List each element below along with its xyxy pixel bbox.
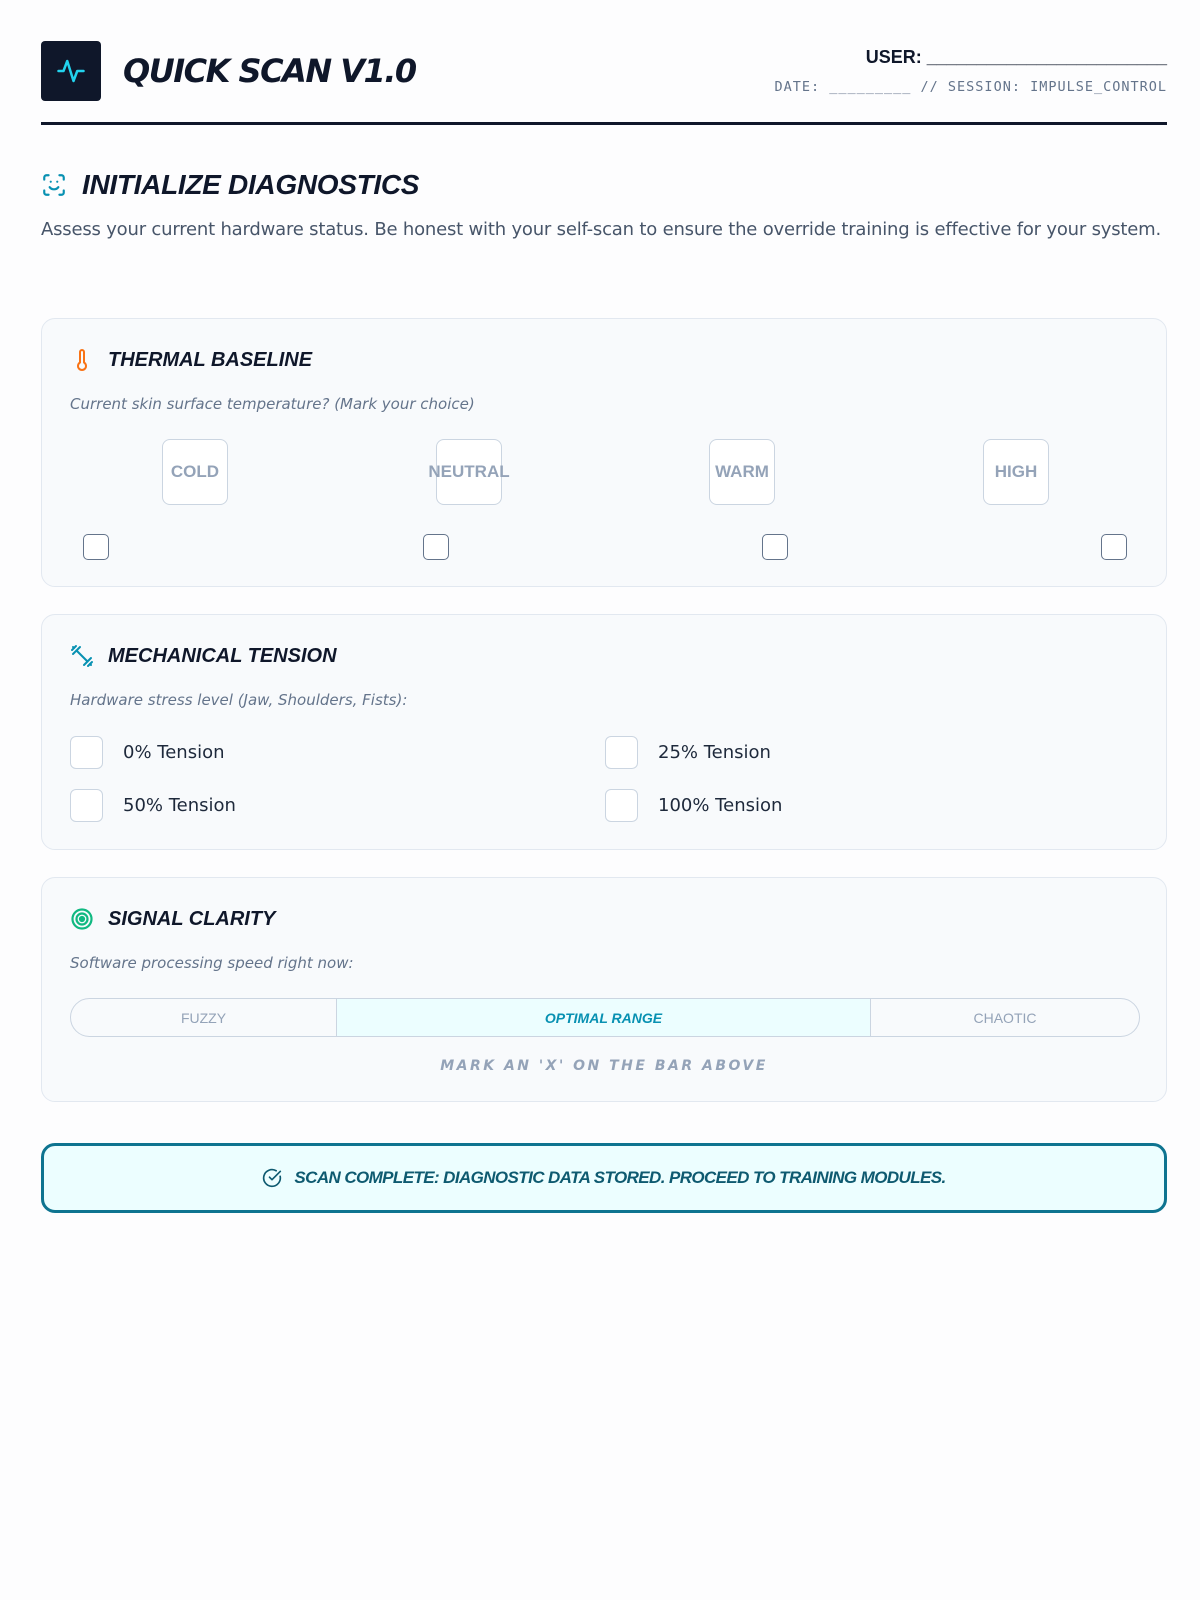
intro-title: INITIALIZE DIAGNOSTICS bbox=[82, 169, 420, 200]
scan-complete-message: SCAN COMPLETE: DIAGNOSTIC DATA STORED. PROCEED TO TRAINING MODULES. bbox=[294, 1168, 946, 1187]
dumbbell-icon bbox=[70, 644, 94, 668]
range-segment-optimal[interactable]: OPTIMAL RANGE bbox=[337, 999, 871, 1036]
thermometer-icon bbox=[70, 348, 94, 372]
checkbox-warm[interactable] bbox=[762, 534, 788, 560]
temp-option-high: HIGH bbox=[983, 439, 1049, 505]
tension-checkbox[interactable] bbox=[605, 789, 638, 822]
tension-option-label: 50% Tension bbox=[123, 794, 236, 816]
signal-range-bar[interactable] bbox=[70, 998, 1140, 1037]
tension-title: MECHANICAL TENSION bbox=[108, 644, 337, 667]
temp-option-cold: COLD bbox=[162, 439, 228, 505]
tension-option-label: 100% Tension bbox=[658, 794, 783, 816]
temp-option-neutral: NEUTRAL bbox=[436, 439, 502, 505]
range-instruction: MARK AN 'X' ON THE BAR ABOVE bbox=[440, 1058, 768, 1074]
intro-heading bbox=[41, 167, 1167, 203]
tension-option-50[interactable] bbox=[70, 788, 236, 822]
worksheet-page bbox=[41, 0, 1167, 1187]
signal-heading bbox=[70, 906, 275, 932]
range-segment-chaotic[interactable]: CHAOTIC bbox=[973, 1009, 1037, 1026]
tension-option-25[interactable] bbox=[605, 735, 771, 769]
checkbox-high[interactable] bbox=[1101, 534, 1127, 560]
signal-subtitle: Software processing speed right now: bbox=[70, 954, 354, 972]
app-title: QUICK SCAN V1.0 bbox=[123, 52, 416, 90]
tension-option-label: 0% Tension bbox=[123, 741, 225, 763]
temp-option-warm: WARM bbox=[709, 439, 775, 505]
range-segment-fuzzy[interactable]: FUZZY bbox=[71, 999, 337, 1036]
tension-option-label: 25% Tension bbox=[658, 741, 771, 763]
pulse-icon bbox=[56, 56, 86, 86]
app-logo bbox=[41, 41, 101, 101]
user-field: USER: ________________________ bbox=[865, 47, 1167, 67]
target-icon bbox=[70, 907, 94, 931]
signal-clarity-card bbox=[41, 877, 1167, 1102]
thermal-heading bbox=[70, 347, 312, 373]
checkbox-cold[interactable] bbox=[83, 534, 109, 560]
thermal-title: THERMAL BASELINE bbox=[108, 348, 313, 371]
tension-checkbox[interactable] bbox=[70, 736, 103, 769]
tension-option-0[interactable] bbox=[70, 735, 225, 769]
face-scan-icon bbox=[41, 172, 67, 198]
date-session-line: DATE: _________ // SESSION: IMPULSE_CONTROL bbox=[774, 79, 1167, 95]
checkbox-neutral[interactable] bbox=[423, 534, 449, 560]
mechanical-tension-card bbox=[41, 614, 1167, 850]
thermal-subtitle: Current skin surface temperature? (Mark your choice) bbox=[70, 395, 475, 413]
tension-option-100[interactable] bbox=[605, 788, 782, 822]
scan-complete-banner bbox=[41, 1143, 1167, 1213]
tension-heading bbox=[70, 643, 337, 669]
header-meta bbox=[775, 46, 1168, 96]
tension-subtitle: Hardware stress level (Jaw, Shoulders, Fists): bbox=[70, 691, 408, 709]
tension-checkbox[interactable] bbox=[605, 736, 638, 769]
thermal-baseline-card bbox=[41, 318, 1167, 587]
page-header bbox=[41, 0, 1167, 125]
signal-title: SIGNAL CLARITY bbox=[108, 907, 276, 930]
check-circle-icon bbox=[262, 1168, 282, 1188]
intro-description: Assess your current hardware status. Be honest with your self-scan to ensure the override training is effective for your system. bbox=[41, 219, 1161, 240]
intro-section bbox=[41, 167, 1167, 247]
tension-checkbox[interactable] bbox=[70, 789, 103, 822]
